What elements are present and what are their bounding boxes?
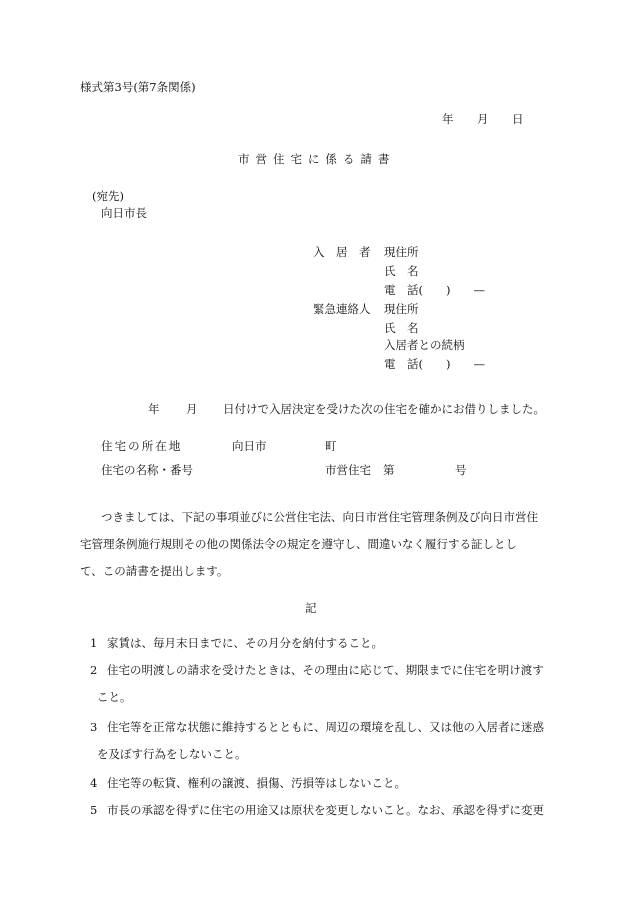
resident-phone-label: 電 話( ) — (384, 283, 485, 297)
emergency-phone-label: 電 話( ) — (384, 357, 485, 371)
item-3-text-cont: を及ぼす行為をしないこと。 (97, 747, 247, 761)
decision-text: 日付けで入居決定を受けた次の住宅を確かにお借りしました。 (223, 402, 545, 416)
item-3-number: 3 (90, 720, 98, 734)
page-title: 市営住宅に係る請書 (238, 152, 396, 166)
resident-address-label: 現住所 (384, 245, 419, 259)
addressee-label: (宛先) (92, 189, 124, 203)
form-number: 様式第3号(第7条関係) (80, 80, 196, 94)
ki-heading: 記 (305, 601, 317, 615)
item-4-text: 住宅等の転貸、権利の譲渡、損傷、汚損等はしないこと。 (107, 776, 406, 790)
item-2-text-cont: こと。 (97, 690, 132, 704)
emergency-label: 緊急連絡人 (313, 302, 371, 316)
decision-year: 年 (148, 402, 160, 416)
house-location-label: 住宅の所在地 (101, 439, 183, 453)
date-day: 日 (512, 112, 524, 126)
item-3-text: 住宅等を正常な状態に維持するとともに、周辺の環境を乱し、又は他の入居者に迷惑 (107, 720, 544, 734)
item-1-number: 1 (90, 636, 98, 650)
body-line-2: 宅管理条例施行規則その他の関係法令の規定を遵守し、間違いなく履行する証しとし (80, 537, 517, 551)
addressee-name: 向日市長 (101, 206, 147, 220)
item-1-text: 家賃は、毎月末日までに、その月分を納付すること。 (107, 636, 383, 650)
item-5-text: 市長の承認を得ずに住宅の用途又は原状を変更しないこと。なお、承認を得ずに変更 (107, 803, 544, 817)
house-name-label: 住宅の名称・番号 (101, 463, 193, 477)
date-year: 年 (442, 112, 454, 126)
house-number-prefix: 第 (383, 463, 395, 477)
item-2-number: 2 (90, 663, 98, 677)
emergency-address-label: 現住所 (384, 302, 419, 316)
house-city: 向日市 (232, 439, 267, 453)
resident-name-label: 氏 名 (384, 264, 419, 278)
body-line-1: つきましては、下記の事項並びに公営住宅法、向日市営住宅管理条例及び向日市営住 (101, 510, 538, 524)
house-town: 町 (325, 439, 337, 453)
item-5-number: 5 (90, 803, 98, 817)
house-number-suffix: 号 (455, 463, 467, 477)
item-2-text: 住宅の明渡しの請求を受けたときは、その理由に応じて、期限までに住宅を明け渡す (107, 663, 544, 677)
emergency-name-label: 氏 名 (384, 321, 419, 335)
body-line-3: て、この請書を提出します。 (80, 564, 229, 578)
emergency-relation-label: 入居者との続柄 (384, 338, 465, 352)
house-name-value: 市営住宅 (325, 463, 371, 477)
decision-month: 月 (186, 402, 198, 416)
item-4-number: 4 (90, 776, 98, 790)
resident-label: 入 居 者 (313, 245, 371, 259)
date-month: 月 (477, 112, 489, 126)
